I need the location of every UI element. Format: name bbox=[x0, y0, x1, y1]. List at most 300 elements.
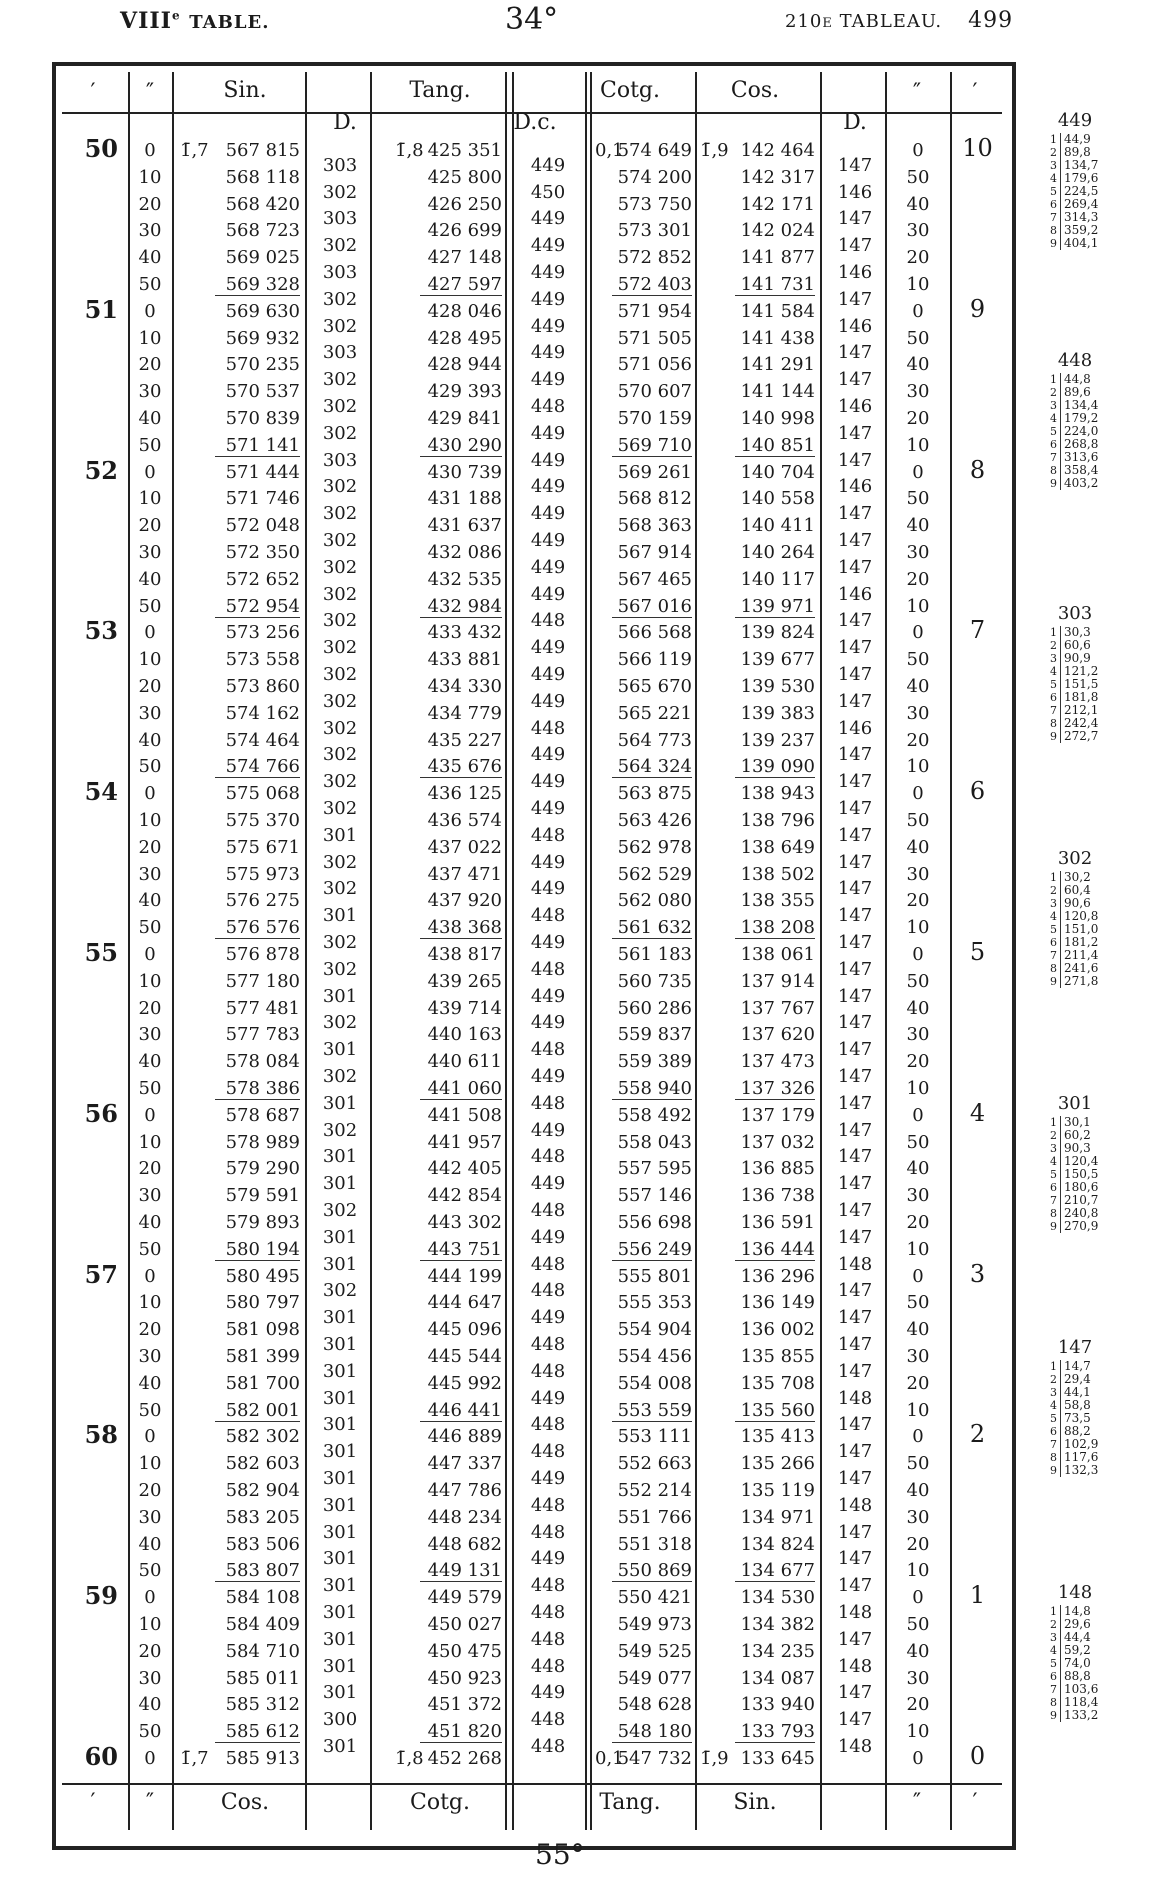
pp-index: 8 bbox=[1045, 1451, 1061, 1464]
pp-row bbox=[1045, 133, 1145, 146]
minute-left: 53 bbox=[84, 616, 118, 646]
difference: 303 bbox=[322, 449, 358, 471]
cotg-value: 557 146 bbox=[617, 1185, 692, 1207]
pp-index: 5 bbox=[1045, 185, 1061, 198]
tang-value: 427 148 bbox=[427, 247, 502, 269]
difference: 303 bbox=[322, 262, 358, 283]
cotg-value: 555 353 bbox=[617, 1292, 692, 1314]
seconds-right: 30 bbox=[906, 220, 930, 242]
pp-index: 8 bbox=[1045, 224, 1061, 237]
tang-value: 444 647 bbox=[427, 1292, 502, 1314]
difference: 302 bbox=[322, 664, 358, 685]
cotg-value: 550 421 bbox=[617, 1587, 692, 1609]
seconds-left: 50 bbox=[138, 595, 162, 617]
tang-value: 431 637 bbox=[427, 515, 502, 537]
common-difference: 449 bbox=[530, 690, 566, 712]
pp-value: 59,2 bbox=[1064, 1643, 1091, 1657]
pp-table bbox=[1045, 1337, 1145, 1477]
seconds-left: 30 bbox=[138, 542, 162, 563]
cos-difference: 147 bbox=[837, 154, 873, 176]
cos-value: 137 326 bbox=[735, 1078, 815, 1100]
tang-value: 447 337 bbox=[427, 1453, 502, 1475]
cos-value: 138 355 bbox=[740, 890, 815, 912]
difference: 302 bbox=[322, 583, 358, 605]
sin-value: 581 700 bbox=[225, 1372, 300, 1394]
cotg-value: 574 649 bbox=[617, 140, 692, 161]
pp-index: 8 bbox=[1045, 717, 1061, 730]
cotg-value: 567 914 bbox=[617, 542, 692, 563]
cos-value: 139 530 bbox=[740, 676, 815, 697]
difference: 303 bbox=[322, 154, 358, 176]
cotg-value: 572 852 bbox=[617, 247, 692, 269]
common-difference: 448 bbox=[530, 1146, 566, 1168]
cos-difference: 147 bbox=[837, 422, 873, 444]
seconds-right: 50 bbox=[906, 488, 930, 510]
cos-value: 139 971 bbox=[735, 596, 815, 618]
cotg-value: 554 456 bbox=[617, 1346, 692, 1367]
pp-value: 90,9 bbox=[1064, 651, 1091, 665]
seconds-left: 40 bbox=[138, 408, 162, 429]
cos-value: 141 144 bbox=[740, 381, 815, 403]
pp-value: 224,0 bbox=[1064, 424, 1099, 438]
cos-value: 140 998 bbox=[740, 408, 815, 429]
difference: 303 bbox=[322, 342, 358, 364]
pp-index: 1 bbox=[1045, 1605, 1061, 1618]
pp-table bbox=[1045, 848, 1145, 988]
sin-value: 577 783 bbox=[225, 1024, 300, 1046]
tang-value: 440 163 bbox=[427, 1024, 502, 1046]
seconds-right: 0 bbox=[912, 1265, 924, 1287]
cos-difference: 147 bbox=[837, 1360, 873, 1382]
pp-row bbox=[1045, 639, 1145, 652]
pp-value: 121,2 bbox=[1064, 664, 1099, 678]
pp-title: 147 bbox=[1057, 1337, 1093, 1358]
minute-right: 0 bbox=[969, 1742, 986, 1770]
seconds-right: 0 bbox=[912, 1748, 924, 1769]
cos-value: 138 502 bbox=[740, 863, 815, 885]
seconds-left: 40 bbox=[138, 1694, 162, 1716]
sin-value: 583 807 bbox=[215, 1560, 300, 1582]
common-difference: 448 bbox=[530, 396, 566, 417]
cos-difference: 147 bbox=[837, 1039, 873, 1061]
pp-index: 2 bbox=[1045, 146, 1061, 159]
pp-value: 150,5 bbox=[1064, 1167, 1099, 1181]
common-difference: 449 bbox=[530, 530, 566, 551]
sin-value: 575 370 bbox=[225, 810, 300, 831]
header-right bbox=[785, 8, 1013, 33]
column-header: Cos. bbox=[730, 78, 780, 103]
seconds-left: 20 bbox=[138, 1480, 162, 1501]
difference: 301 bbox=[322, 1387, 358, 1409]
seconds-left: 50 bbox=[138, 1399, 162, 1421]
seconds-left: 30 bbox=[138, 1667, 162, 1689]
seconds-right: 0 bbox=[912, 1104, 924, 1126]
cotg-value: 549 973 bbox=[617, 1614, 692, 1635]
cos-difference: 147 bbox=[837, 1709, 873, 1731]
seconds-right: 50 bbox=[906, 1292, 930, 1314]
pp-value: 44,4 bbox=[1064, 1630, 1091, 1644]
pp-value: 179,6 bbox=[1064, 171, 1099, 185]
cos-difference: 147 bbox=[837, 610, 873, 632]
footer-rule bbox=[62, 1783, 1002, 1785]
sin-value: 576 878 bbox=[225, 944, 300, 965]
tang-value: 428 944 bbox=[427, 354, 502, 376]
column-header: ′ bbox=[90, 80, 96, 105]
pp-index: 3 bbox=[1045, 1142, 1061, 1155]
cos-value: 138 796 bbox=[740, 810, 815, 831]
difference: 302 bbox=[322, 851, 358, 873]
tang-value: 427 597 bbox=[420, 274, 502, 296]
sin-value: 567 815 bbox=[225, 140, 300, 161]
pp-title: 448 bbox=[1057, 350, 1093, 371]
seconds-left: 50 bbox=[138, 1560, 162, 1582]
column-header: ′ bbox=[972, 80, 978, 105]
cotg-value: 561 183 bbox=[617, 944, 692, 965]
pp-value: 103,6 bbox=[1064, 1682, 1099, 1696]
cos-difference: 147 bbox=[837, 235, 873, 257]
pp-index: 8 bbox=[1045, 464, 1061, 477]
cotg-value: 573 301 bbox=[617, 220, 692, 242]
cotg-value: 563 426 bbox=[617, 810, 692, 831]
seconds-left: 20 bbox=[138, 1640, 162, 1662]
cos-difference: 147 bbox=[837, 1066, 873, 1087]
seconds-left: 30 bbox=[138, 1024, 162, 1046]
pp-title: 301 bbox=[1057, 1093, 1093, 1114]
common-difference: 448 bbox=[530, 958, 566, 980]
cotg-value: 560 286 bbox=[617, 997, 692, 1019]
pp-index: 6 bbox=[1045, 691, 1061, 704]
seconds-left: 50 bbox=[138, 1078, 162, 1099]
tang-value: 429 841 bbox=[427, 408, 502, 429]
seconds-right: 50 bbox=[906, 970, 930, 992]
page-number: 499 bbox=[968, 8, 1014, 33]
common-difference: 449 bbox=[530, 932, 566, 953]
column-header: Tang. bbox=[409, 78, 471, 103]
seconds-right: 50 bbox=[906, 327, 930, 349]
seconds-left: 0 bbox=[144, 1104, 156, 1126]
pp-value: 272,7 bbox=[1064, 729, 1099, 743]
seconds-left: 50 bbox=[138, 274, 162, 295]
sin-value: 572 954 bbox=[215, 596, 300, 618]
cos-value: 133 940 bbox=[740, 1694, 815, 1716]
pp-value: 134,7 bbox=[1064, 158, 1099, 172]
pp-index: 9 bbox=[1045, 1464, 1061, 1477]
pp-index: 3 bbox=[1045, 897, 1061, 910]
pp-index: 5 bbox=[1045, 425, 1061, 438]
tang-value: 435 227 bbox=[427, 729, 502, 751]
sin-value: 579 893 bbox=[225, 1212, 300, 1233]
minute-left: 57 bbox=[84, 1259, 118, 1289]
header-sup: e bbox=[171, 8, 181, 23]
cotg-value: 551 766 bbox=[617, 1506, 692, 1528]
cos-value: 134 235 bbox=[740, 1640, 815, 1662]
common-difference: 448 bbox=[530, 1441, 566, 1463]
pp-row bbox=[1045, 237, 1145, 250]
pp-index: 2 bbox=[1045, 884, 1061, 897]
sin-value: 570 839 bbox=[225, 408, 300, 429]
difference: 302 bbox=[322, 396, 358, 417]
difference: 302 bbox=[322, 610, 358, 632]
cos-difference: 147 bbox=[837, 556, 873, 578]
cotg-value: 548 628 bbox=[617, 1694, 692, 1716]
difference: 302 bbox=[322, 637, 358, 659]
pp-table bbox=[1045, 1582, 1145, 1722]
pp-index: 2 bbox=[1045, 1618, 1061, 1631]
cos-value: 140 264 bbox=[740, 542, 815, 563]
tang-value: 450 027 bbox=[427, 1614, 502, 1635]
difference: 302 bbox=[322, 878, 358, 900]
cotg-value: 562 529 bbox=[617, 863, 692, 885]
table-row bbox=[0, 1736, 1010, 1775]
pp-value: 133,2 bbox=[1064, 1708, 1099, 1722]
sin-value: 569 025 bbox=[225, 247, 300, 269]
pp-value: 58,8 bbox=[1064, 1398, 1091, 1412]
column-footer: Cotg. bbox=[410, 1790, 470, 1815]
sin-value: 583 506 bbox=[225, 1533, 300, 1555]
difference: 302 bbox=[322, 717, 358, 739]
cotg-value: 569 710 bbox=[612, 435, 692, 457]
sin-value: 568 420 bbox=[225, 193, 300, 215]
pp-index: 3 bbox=[1045, 652, 1061, 665]
pp-value: 118,4 bbox=[1064, 1695, 1099, 1709]
difference: 302 bbox=[322, 958, 358, 980]
tang-value: 441 957 bbox=[427, 1131, 502, 1153]
cos-difference: 147 bbox=[837, 824, 873, 846]
sin-value: 571 746 bbox=[225, 488, 300, 510]
cotg-value: 559 389 bbox=[617, 1051, 692, 1073]
pp-index: 4 bbox=[1045, 910, 1061, 923]
cos-difference: 147 bbox=[837, 530, 873, 551]
minute-left: 55 bbox=[84, 938, 118, 967]
cos-prefix: 1̄,9 bbox=[700, 1748, 729, 1769]
cos-value: 134 824 bbox=[740, 1533, 815, 1555]
seconds-left: 50 bbox=[138, 917, 162, 939]
tang-value: 450 923 bbox=[427, 1667, 502, 1689]
minute-right: 6 bbox=[969, 777, 986, 806]
minute-left: 59 bbox=[84, 1581, 118, 1611]
seconds-right: 20 bbox=[906, 729, 930, 751]
pp-value: 60,4 bbox=[1064, 883, 1091, 897]
tang-prefix: 1̄,8 bbox=[395, 140, 424, 161]
cos-difference: 147 bbox=[837, 1226, 873, 1248]
common-difference: 448 bbox=[530, 1200, 566, 1221]
cos-difference: 147 bbox=[837, 932, 873, 953]
column-footer: ′ bbox=[972, 1790, 978, 1815]
cos-value: 137 032 bbox=[740, 1131, 815, 1153]
pp-index: 7 bbox=[1045, 1683, 1061, 1696]
seconds-left: 0 bbox=[144, 783, 156, 805]
cotg-value: 569 261 bbox=[617, 461, 692, 483]
difference: 301 bbox=[322, 1360, 358, 1382]
cos-difference: 147 bbox=[837, 1307, 873, 1329]
common-difference: 449 bbox=[530, 1548, 566, 1570]
cotg-value: 547 732 bbox=[617, 1748, 692, 1769]
tang-value: 444 199 bbox=[427, 1265, 502, 1287]
sin-value: 584 710 bbox=[225, 1640, 300, 1662]
tang-value: 430 290 bbox=[420, 435, 502, 457]
cotg-value: 553 111 bbox=[617, 1426, 692, 1448]
pp-index: 6 bbox=[1045, 936, 1061, 949]
cotg-value: 562 080 bbox=[617, 890, 692, 912]
difference: 302 bbox=[322, 932, 358, 953]
difference: 301 bbox=[322, 1468, 358, 1489]
pp-index: 7 bbox=[1045, 704, 1061, 717]
cos-difference: 146 bbox=[837, 583, 873, 605]
cos-value: 135 560 bbox=[735, 1400, 815, 1422]
seconds-left: 20 bbox=[138, 997, 162, 1019]
tang-value: 450 475 bbox=[427, 1640, 502, 1662]
seconds-left: 0 bbox=[144, 622, 156, 644]
difference: 301 bbox=[322, 1253, 358, 1275]
common-difference: 448 bbox=[530, 1039, 566, 1061]
pp-value: 44,8 bbox=[1064, 372, 1091, 386]
cotg-value: 558 940 bbox=[612, 1078, 692, 1100]
common-difference: 449 bbox=[530, 476, 566, 498]
seconds-left: 40 bbox=[138, 1212, 162, 1233]
difference: 302 bbox=[322, 1280, 358, 1302]
cos-difference: 147 bbox=[837, 744, 873, 766]
cos-difference: 146 bbox=[837, 181, 873, 203]
pp-index: 3 bbox=[1045, 399, 1061, 412]
cotg-value: 563 875 bbox=[617, 783, 692, 805]
seconds-left: 40 bbox=[138, 1533, 162, 1555]
cotg-value: 564 324 bbox=[612, 756, 692, 778]
cos-value: 138 208 bbox=[735, 917, 815, 939]
tang-value: 447 786 bbox=[427, 1480, 502, 1501]
sin-value: 569 328 bbox=[215, 274, 300, 296]
common-difference: 449 bbox=[530, 851, 566, 873]
cotg-value: 559 837 bbox=[617, 1024, 692, 1046]
cos-difference: 147 bbox=[837, 1012, 873, 1034]
minute-right: 7 bbox=[969, 616, 986, 645]
seconds-right: 20 bbox=[906, 247, 930, 269]
minute-left: 56 bbox=[84, 1098, 118, 1128]
cotg-value: 558 043 bbox=[617, 1131, 692, 1153]
cos-value: 137 914 bbox=[740, 970, 815, 992]
pp-value: 30,1 bbox=[1064, 1115, 1091, 1129]
common-difference: 449 bbox=[530, 744, 566, 766]
cos-difference: 147 bbox=[837, 449, 873, 471]
sin-value: 583 205 bbox=[225, 1506, 300, 1528]
column-header: ″ bbox=[145, 80, 155, 105]
pp-value: 134,4 bbox=[1064, 398, 1099, 412]
pp-value: 179,2 bbox=[1064, 411, 1099, 425]
minute-right: 8 bbox=[969, 455, 986, 484]
sin-value: 580 495 bbox=[225, 1265, 300, 1287]
seconds-left: 50 bbox=[138, 756, 162, 778]
tang-value: 446 889 bbox=[427, 1426, 502, 1448]
difference: 301 bbox=[322, 1682, 358, 1704]
tang-value: 428 046 bbox=[427, 300, 502, 322]
difference: 302 bbox=[322, 556, 358, 578]
cos-difference: 146 bbox=[837, 476, 873, 498]
tang-value: 445 992 bbox=[427, 1372, 502, 1394]
sin-prefix: 1̄,7 bbox=[180, 140, 209, 161]
cos-difference: 147 bbox=[837, 1575, 873, 1597]
sin-value: 582 302 bbox=[225, 1426, 300, 1448]
pp-title: 148 bbox=[1057, 1582, 1093, 1603]
pp-value: 14,8 bbox=[1064, 1604, 1091, 1618]
cotg-value: 556 249 bbox=[612, 1239, 692, 1261]
cotg-value: 567 016 bbox=[612, 596, 692, 618]
difference: 301 bbox=[322, 1146, 358, 1168]
pp-index: 7 bbox=[1045, 451, 1061, 464]
pp-index: 2 bbox=[1045, 639, 1061, 652]
difference: 301 bbox=[322, 1548, 358, 1570]
common-difference: 449 bbox=[530, 1173, 566, 1195]
seconds-right: 50 bbox=[906, 810, 930, 831]
sin-value: 575 068 bbox=[225, 783, 300, 805]
cotg-value: 570 159 bbox=[617, 408, 692, 429]
pp-index: 8 bbox=[1045, 1696, 1061, 1709]
pp-value: 44,1 bbox=[1064, 1385, 1091, 1399]
difference: 302 bbox=[322, 530, 358, 551]
cotg-prefix: 0,1 bbox=[595, 1748, 624, 1769]
column-footer: ′ bbox=[90, 1790, 96, 1815]
common-difference: 449 bbox=[530, 342, 566, 364]
cos-value: 137 473 bbox=[740, 1051, 815, 1073]
sin-value: 576 576 bbox=[215, 917, 300, 939]
pp-index: 6 bbox=[1045, 1670, 1061, 1683]
pp-value: 132,3 bbox=[1064, 1463, 1099, 1477]
tang-value: 439 714 bbox=[427, 997, 502, 1019]
seconds-left: 10 bbox=[138, 327, 162, 349]
cotg-value: 557 595 bbox=[617, 1158, 692, 1180]
tang-value: 448 682 bbox=[427, 1533, 502, 1555]
pp-row bbox=[1045, 1412, 1145, 1425]
minute-left: 51 bbox=[84, 294, 118, 324]
pp-value: 270,9 bbox=[1064, 1219, 1099, 1233]
cos-difference: 147 bbox=[837, 503, 873, 525]
common-difference: 449 bbox=[530, 798, 566, 819]
seconds-left: 50 bbox=[138, 434, 162, 456]
seconds-right: 0 bbox=[912, 461, 924, 483]
cotg-value: 571 505 bbox=[617, 327, 692, 349]
common-difference: 448 bbox=[530, 1253, 566, 1275]
cos-difference: 148 bbox=[837, 1655, 873, 1677]
pp-row bbox=[1045, 871, 1145, 884]
seconds-right: 40 bbox=[906, 997, 930, 1019]
tang-value: 448 234 bbox=[427, 1506, 502, 1528]
common-difference: 449 bbox=[530, 1468, 566, 1489]
pp-value: 181,2 bbox=[1064, 935, 1099, 949]
pp-value: 404,1 bbox=[1064, 236, 1099, 250]
header-left-word: TABLE. bbox=[189, 12, 270, 33]
pp-row bbox=[1045, 1399, 1145, 1412]
seconds-right: 0 bbox=[912, 622, 924, 644]
pp-table bbox=[1045, 350, 1145, 490]
difference: 302 bbox=[322, 235, 358, 257]
pp-row bbox=[1045, 730, 1145, 743]
tang-value: 449 579 bbox=[427, 1587, 502, 1609]
minute-right: 10 bbox=[962, 134, 993, 162]
pp-row bbox=[1045, 1129, 1145, 1142]
cotg-value: 554 904 bbox=[617, 1319, 692, 1341]
cos-difference: 147 bbox=[837, 798, 873, 819]
tang-value: 451 372 bbox=[427, 1694, 502, 1716]
pp-value: 89,8 bbox=[1064, 145, 1091, 159]
seconds-right: 50 bbox=[906, 166, 930, 188]
tang-value: 436 125 bbox=[427, 783, 502, 805]
tang-value: 431 188 bbox=[427, 488, 502, 510]
tang-value: 434 779 bbox=[427, 702, 502, 724]
cos-difference: 148 bbox=[837, 1387, 873, 1409]
sin-value: 571 444 bbox=[225, 461, 300, 483]
cos-difference: 147 bbox=[837, 1682, 873, 1704]
pp-index: 1 bbox=[1045, 1116, 1061, 1129]
pp-value: 242,4 bbox=[1064, 716, 1099, 730]
pp-row bbox=[1045, 975, 1145, 988]
